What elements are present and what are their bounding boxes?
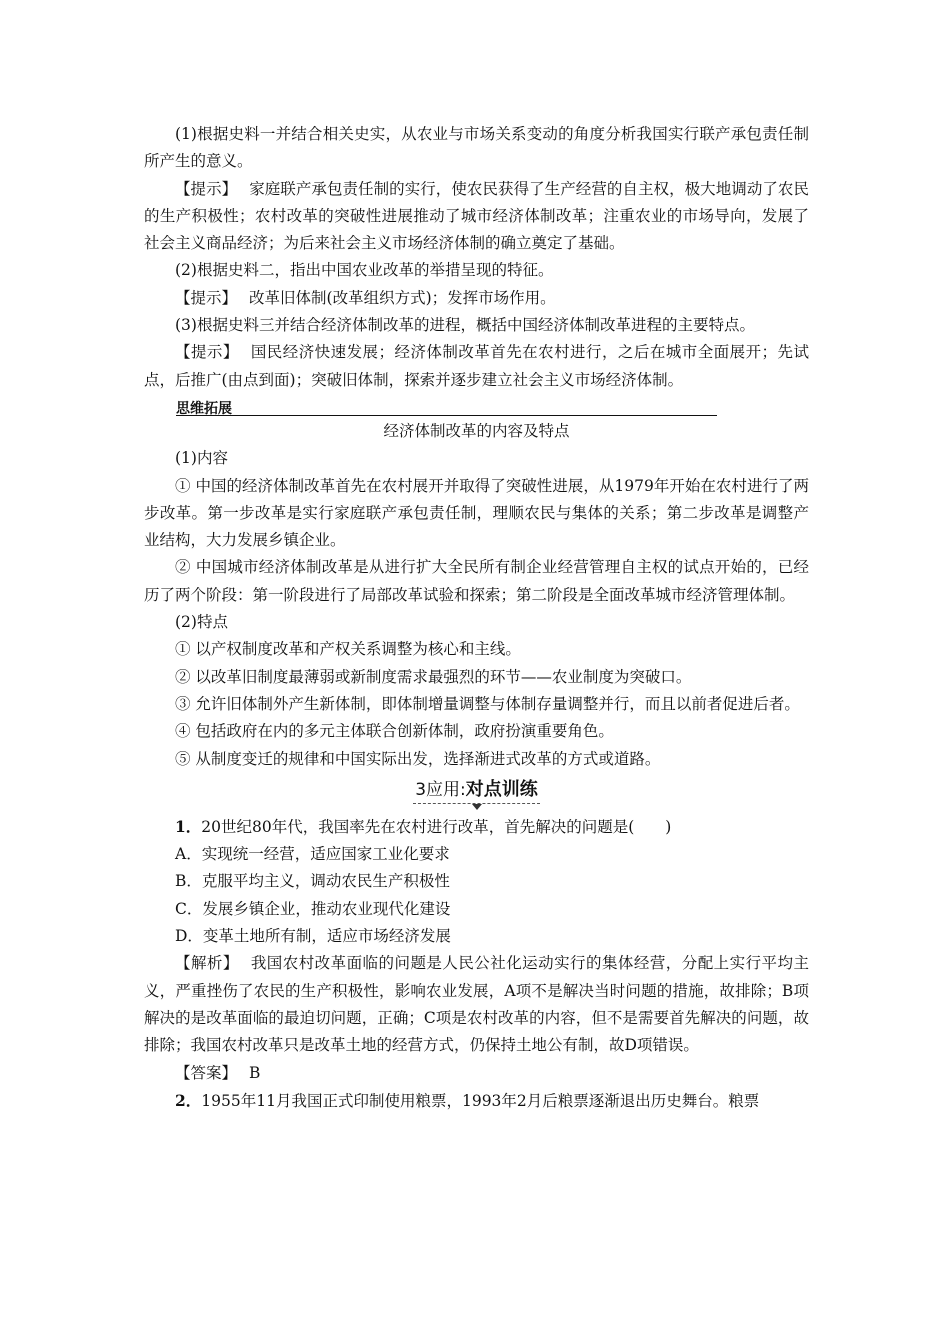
content-item-2: ② 中国城市经济体制改革是从进行扩大全民所有制企业经营管理自主权的试点开始的，已经历了两个阶段：第一阶段进行了局部改革试验和探索；第二阶段是全面改革城市经济管理体制。 bbox=[144, 558, 809, 604]
feature-item-2: ② 以改革旧制度最薄弱或新制度需求最强烈的环节——农业制度为突破口。 bbox=[175, 667, 692, 686]
answer-text: B bbox=[249, 1063, 261, 1082]
content-label: (1)内容 bbox=[175, 449, 228, 468]
question-number: 2． bbox=[175, 1090, 202, 1110]
hint-text: 改革旧体制(改革组织方式)；发挥市场作用。 bbox=[249, 288, 556, 307]
section-heading-label: 思维拓展 bbox=[176, 400, 232, 417]
hint-1 bbox=[144, 176, 809, 258]
question-stem: 20世纪80年代，我国率先在农村进行改革，首先解决的问题是( ) bbox=[201, 817, 672, 836]
hint-2 bbox=[144, 285, 809, 312]
option-b: B．克服平均主义，调动农民生产积极性 bbox=[175, 872, 450, 891]
hint-label: 【提示】 bbox=[175, 288, 238, 307]
question-number: 1． bbox=[175, 816, 202, 836]
extension-title: 经济体制改革的内容及特点 bbox=[383, 421, 570, 440]
page-content bbox=[144, 121, 809, 1115]
hint-text: 国民经济快速发展；经济体制改革首先在农村进行，之后在城市全面展开；先试点，后推广(由点到面)；突破旧体制，探索并逐步建立社会主义市场经济体制。 bbox=[144, 343, 809, 389]
answer-label: 【答案】 bbox=[175, 1063, 238, 1082]
feature-item-3: ③ 允许旧体制外产生新体制，即体制增量调整与体制存量调整并行，而且以前者促进后者。 bbox=[175, 694, 800, 713]
hint-3 bbox=[144, 339, 809, 394]
analysis-text: 我国农村改革面临的问题是人民公社化运动实行的集体经营，分配上实行平均主义，严重挫伤了农民的生产积极性，影响农业发展，A项不是解决当时问题的措施，故排除；B项解决的是改革面临的最迫切问题，正确；C项是农村改革的内容，但不是需要首先解决的问题，故排除；我国农村改革只是改革土地的经营方式，仍保持土地公有制，故D项错误。 bbox=[144, 954, 809, 1055]
question-3-text: (3)根据史料三并结合经济体制改革的进程，概括中国经济体制改革进程的主要特点。 bbox=[175, 316, 755, 335]
practice-banner bbox=[144, 775, 809, 809]
practice-banner-box bbox=[411, 775, 542, 801]
practice-question-2 bbox=[144, 1087, 809, 1115]
answer bbox=[144, 1060, 809, 1087]
feature-item-4: ④ 包括政府在内的多元主体联合创新体制，政府扮演重要角色。 bbox=[175, 722, 614, 741]
question-2-text: (2)根据史料二，指出中国农业改革的举措呈现的特征。 bbox=[175, 261, 554, 280]
option-a: A．实现统一经营，适应国家工业化要求 bbox=[175, 845, 450, 864]
question-stem: 1955年11月我国正式印制使用粮票，1993年2月后粮票逐渐退出历史舞台。粮票 bbox=[201, 1091, 760, 1110]
section-heading bbox=[144, 396, 809, 418]
banner-pointer-icon bbox=[472, 804, 482, 810]
feature-item-5: ⑤ 从制度变迁的规律和中国实际出发，选择渐进式改革的方式或道路。 bbox=[175, 749, 661, 768]
section-heading-rule bbox=[176, 415, 717, 416]
banner-light-text: 应用: bbox=[426, 779, 466, 800]
analysis bbox=[144, 950, 809, 1059]
banner-bold-text: 对点训练 bbox=[465, 778, 538, 800]
analysis-label: 【解析】 bbox=[175, 954, 239, 973]
hint-label: 【提示】 bbox=[175, 343, 239, 362]
content-item-1: ① 中国的经济体制改革首先在农村展开并取得了突破性进展，从1979年开始在农村进行了两步改革。第一步改革是实行家庭联产承包责任制，理顺农民与集体的关系；第二步改革是调整产业结构，大力发展乡镇企业。 bbox=[144, 476, 809, 550]
practice-question-1 bbox=[144, 813, 809, 841]
hint-label: 【提示】 bbox=[175, 179, 238, 198]
option-c: C．发展乡镇企业，推动农业现代化建设 bbox=[175, 899, 451, 918]
option-d: D．变革土地所有制，适应市场经济发展 bbox=[175, 927, 451, 946]
question-1-text: (1)根据史料一并结合相关史实，从农业与市场关系变动的角度分析我国实行联产承包责任制所产生的意义。 bbox=[144, 125, 809, 171]
feature-item-1: ① 以产权制度改革和产权关系调整为核心和主线。 bbox=[175, 640, 521, 659]
hint-text: 家庭联产承包责任制的实行，使农民获得了生产经营的自主权，极大地调动了农民的生产积极性；农村改革的突破性进展推动了城市经济体制改革；注重农业的市场导向，发展了社会主义商品经济；为后来社会主义市场经济体制的确立奠定了基础。 bbox=[144, 179, 809, 253]
features-label: (2)特点 bbox=[175, 613, 228, 632]
banner-number: 3 bbox=[415, 779, 427, 800]
